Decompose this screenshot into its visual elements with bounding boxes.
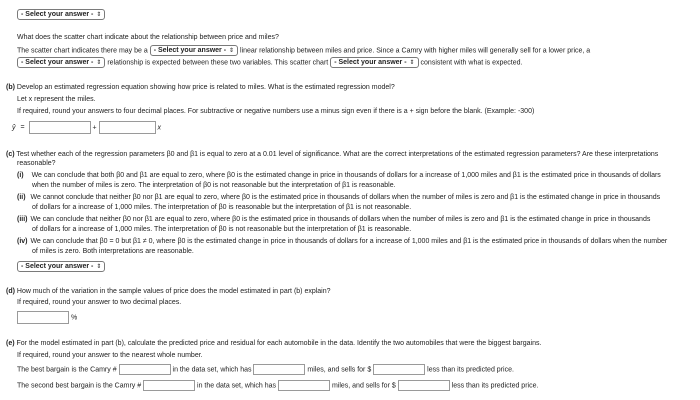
row2-a: The second best bargain is the Camry # (17, 382, 142, 390)
chevron-updown-icon: ⇕ (229, 48, 235, 54)
option-i-label: (i) (17, 172, 24, 179)
interpretation-select[interactable]: - Select your answer - ⇕ (17, 261, 105, 272)
second-bargain-amount-input[interactable] (398, 380, 450, 391)
x-variable: x (157, 124, 161, 132)
top-answer-select[interactable]: - Select your answer - ⇕ (17, 9, 105, 20)
relationship-question: What does the scatter chart indicate about the relationship between price and miles? (17, 34, 279, 41)
row2-d: less than its predicted price. (451, 382, 539, 390)
option-iv-label: (iv) (17, 238, 28, 245)
part-e-label: (e) (6, 340, 15, 347)
part-c-text2: reasonable? (17, 160, 56, 167)
equals-sign: = (20, 124, 25, 132)
row1-d: less than its predicted price. (427, 366, 514, 374)
option-ii-line1: We cannot conclude that neither β0 nor β1 are equal to zero, where β0 is the estimated price in thousands of dollars when the number of miles is zero and β1 is the estimated change in price in thousands (30, 194, 661, 201)
option-iv-line1: We can conclude that β0 = 0 but β1 ≠ 0, where β0 is the estimated change in price in thousands of dollars for a increase of 1,000 miles and β1 is the estimated price in thousands of dollars when the number (30, 238, 668, 245)
second-bargain-miles-input[interactable] (278, 380, 330, 391)
chevron-updown-icon: ⇕ (96, 264, 102, 270)
option-i-line1: We can conclude that both β0 and β1 are equal to zero, where β0 is the estimated change in price in thousands of dollars for a increase of 1,000 miles and β1 is the estimated price in thousands of dollars (31, 172, 661, 179)
y-hat-symbol: ŷ (12, 124, 16, 132)
part-d-label: (d) (6, 288, 15, 295)
linear-relationship-select[interactable]: - Select your answer - ⇕ (150, 45, 238, 56)
part-b-text: Develop an estimated regression equation showing how price is related to miles. What is the estimated regression model? (16, 84, 395, 91)
part-d-text: How much of the variation in the sample values of price does the model estimated in part (b) explain? (16, 288, 331, 295)
option-i-line2: when the number of miles is zero. The interpretation of β0 is not reasonable but the interpretation of β1 is reasonable. (32, 182, 396, 189)
best-bargain-camry-input[interactable] (119, 364, 171, 375)
chevron-updown-icon: ⇕ (409, 60, 415, 66)
best-bargain-amount-input[interactable] (373, 364, 425, 375)
line2-post: linear relationship between miles and price. Since a Camry with higher miles will generally sell for a lower price, a (240, 47, 591, 55)
row1-b: in the data set, which has (172, 366, 252, 374)
option-iii-line1: We can conclude that neither β0 nor β1 are equal to zero, where β0 is the estimated price in thousands of dollars when the number of miles is zero and β1 is the estimated change in price in thousands (30, 216, 651, 223)
option-iv-line2: of miles is zero. Both interpretations are reasonable. (32, 248, 194, 255)
line3-mid: relationship is expected between these two variables. This scatter chart (107, 59, 329, 67)
row2-b: in the data set, which has (197, 382, 277, 390)
option-iii-label: (iii) (17, 216, 28, 223)
part-e-text: For the model estimated in part (b), calculate the predicted price and residual for each automobile in the data. Identify the two automobiles that were the biggest bargains. (16, 340, 542, 347)
slope-input[interactable] (99, 121, 156, 134)
option-ii-line2: of dollars for a increase of 1,000 miles. The interpretation of β0 is reasonable but the interpretation of β1 is not reasonable. (32, 204, 412, 211)
consistency-select[interactable]: - Select your answer - ⇕ (330, 57, 418, 68)
expected-relationship-select[interactable]: - Select your answer - ⇕ (17, 57, 105, 68)
part-d-instruction: If required, round your answer to two decimal places. (17, 299, 182, 306)
part-c-label: (c) (6, 151, 15, 158)
option-iii-line2: of dollars for a increase of 1,000 miles. The interpretation of β0 is not reasonable but the interpretation of β1 is reasonable. (32, 226, 412, 233)
intercept-input[interactable] (29, 121, 91, 134)
row1-c: miles, and sells for $ (307, 366, 372, 374)
part-b-label: (b) (6, 84, 15, 91)
row2-c: miles, and sells for $ (331, 382, 396, 390)
second-bargain-camry-input[interactable] (143, 380, 195, 391)
r-squared-input[interactable] (17, 311, 69, 324)
plus-sign: + (92, 124, 97, 132)
line2-pre: The scatter chart indicates there may be a (17, 47, 148, 55)
chevron-updown-icon: ⇕ (96, 12, 102, 18)
best-bargain-miles-input[interactable] (253, 364, 305, 375)
chevron-updown-icon: ⇕ (96, 60, 102, 66)
percent-unit: % (70, 314, 78, 322)
line3-post: consistent with what is expected. (420, 59, 523, 67)
part-c-text1: Test whether each of the regression parameters β0 and β1 is equal to zero at a 0.01 level of significance. What are the correct interpretations of the estimated regression parameters? Are these interpretations (16, 151, 659, 158)
option-ii-label: (ii) (17, 194, 26, 201)
part-b-let-x: Let x represent the miles. (17, 96, 96, 103)
part-e-instruction: If required, round your answer to the nearest whole number. (17, 352, 203, 359)
row1-a: The best bargain is the Camry # (17, 366, 117, 374)
part-b-instruction: If required, round your answers to four decimal places. For subtractive or negative numbers use a minus sign even if there is a + sign before the blank. (Example: -300) (17, 108, 535, 115)
